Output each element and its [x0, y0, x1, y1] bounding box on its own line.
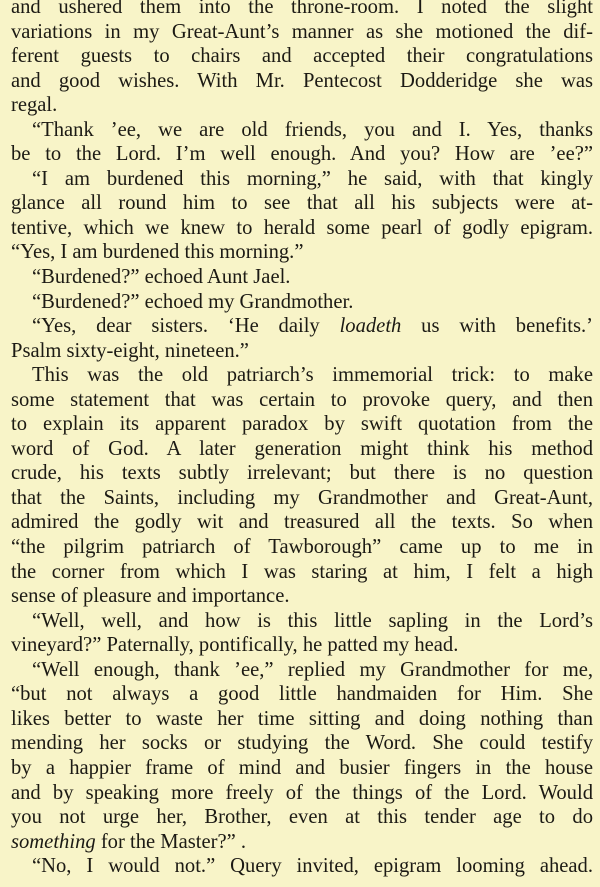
text-line: to explain its apparent paradox by swift quotation from the: [11, 413, 593, 436]
text-line: vineyard?” Paternally, pontifically, he patted my head.: [11, 634, 459, 657]
text-line: “but not always a good little handmaiden for Him. She: [11, 683, 593, 706]
text-line: crude, his texts subtly irrelevant; but there is no question: [11, 462, 593, 485]
text-line: and ushered them into the throne-room. I noted the slight: [11, 0, 593, 18]
text-line: mending her socks or studying the Word. She could testify: [11, 732, 593, 755]
text-line: by a happier frame of mind and busier fingers in the house: [11, 756, 593, 779]
text-line: likes better to waste her time sitting and doing nothing than: [11, 707, 593, 730]
text-line: tentive, which we knew to herald some pearl of godly epigram.: [11, 216, 593, 239]
text-line: the corner from which I was staring at him, I felt a high: [11, 560, 593, 583]
text-line: This was the old patriarch’s immemorial trick: to make: [32, 364, 593, 387]
text-line: Psalm sixty-eight, nineteen.”: [11, 339, 249, 362]
text-line: “No, I would not.” Query invited, epigram looming ahead.: [32, 855, 593, 878]
text-line: you not urge her, Brother, even at this tender age to do: [11, 806, 593, 829]
text-line: that the Saints, including my Grandmother and Great-Aunt,: [11, 486, 593, 509]
text-line: ferent guests to chairs and accepted their congratulations: [11, 45, 593, 68]
text-line: some statement that was certain to provoke query, and then: [11, 388, 593, 411]
text-line: and good wishes. With Mr. Pentecost Dodderidge she was: [11, 69, 593, 92]
text-line: “Thank ’ee, we are old friends, you and I. Yes, thanks: [32, 118, 593, 141]
text-line: “Well enough, thank ’ee,” replied my Grandmother for me,: [32, 658, 593, 681]
italic-emphasis: something: [11, 830, 96, 853]
text-line: variations in my Great-Aunt’s manner as she motioned the dif-: [11, 20, 593, 43]
text-line: and by speaking more freely of the things of the Lord. Would: [11, 781, 593, 804]
text-line: “Yes, I am burdened this morning.”: [11, 241, 304, 264]
text-line: “I am burdened this morning,” he said, with that kingly: [32, 167, 593, 190]
text-line: “Well, well, and how is this little sapling in the Lord’s: [32, 609, 593, 632]
text-line: glance all round him to see that all his subjects were at-: [11, 192, 593, 215]
text-line: word of God. A later generation might think his method: [11, 437, 593, 460]
text-line: be to the Lord. I’m well enough. And you? How are ’ee?”: [11, 143, 593, 166]
text-line: something for the Master?” .: [11, 830, 247, 853]
text-line: sense of pleasure and importance.: [11, 585, 290, 608]
text-line: regal.: [11, 94, 58, 117]
text-line: “Burdened?” echoed Aunt Jael.: [32, 266, 291, 289]
text-line: admired the godly wit and treasured all the texts. So when: [11, 511, 593, 534]
italic-emphasis: loadeth: [339, 315, 402, 338]
text-line: “the pilgrim patriarch of Tawborough” came up to me in: [11, 536, 593, 559]
book-page-text: [11, 0, 593, 879]
text-line: “Yes, dear sisters. ‘He daily loadeth us with benefits.’: [32, 315, 593, 338]
text-line: “Burdened?” echoed my Grandmother.: [32, 290, 354, 313]
